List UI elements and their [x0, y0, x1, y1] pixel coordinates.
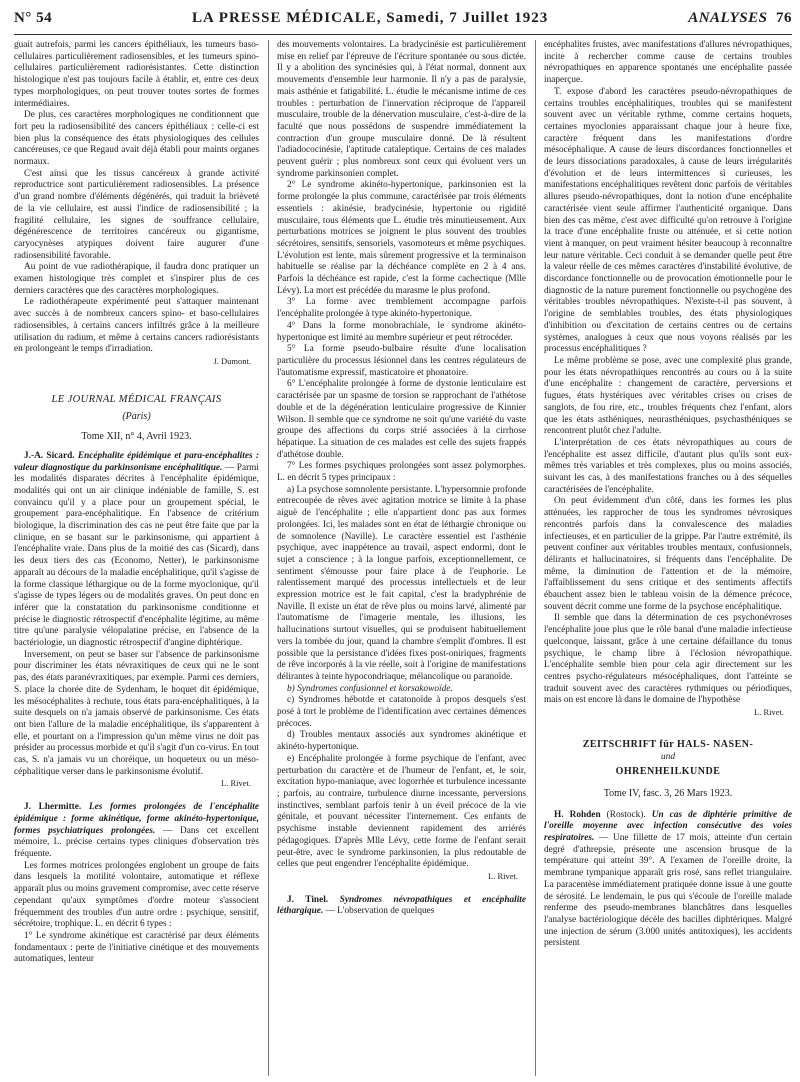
- article-text: — L'observation de quelques: [325, 906, 435, 917]
- paragraph: e) Encéphalite prolongée à forme psychique de l'enfant, avec perturbation du caractère et de l'humeur de l'enfant, et, le soir, excitation hypo-maniaque, avec logorrhée et turbulence incessante ; parfois, au contraire, turbulence diurne incessante, perversions instinctives, semblant parfois tenir à un éveil précoce de la vie génitale, et pouvant nécessiter l'internement. Ces enfants de psychisme instable deviennent rapidement des arriérés pédagogiques. D'après Mlle Lévy, cette forme de l'enfant serait peut-être, avec le syndrome parkinsonien, la plus redoutable de celles que peut engendrer l'encéphalite épidémique.: [277, 753, 526, 870]
- journal-heading: ZEITSCHRIFT für HALS- NASEN-: [582, 738, 754, 750]
- article-title: Les formes prolongées de l'encéphalite épidémique : forme akinétique, forme akinéto-hypertonique, formes psychiatriques prolongées.: [14, 802, 259, 836]
- paragraph: 1° Le syndrome akinétique est caractérisé par deux éléments fondamentaux : perte de l'initiative cinétique et des mouvements automatiques, lenteur: [14, 930, 259, 965]
- journal-heading: LE JOURNAL MÉDICAL FRANÇAIS: [51, 393, 222, 405]
- article-author: H. Rohden: [554, 809, 601, 820]
- paragraph: C'est ainsi que les tissus cancéreux à grande activité reproductrice sont particulièrement radiosensibles. La présence d'un grand nombre d'éléments dégénérés, qui traduit la brièveté de la vie cellulaire, est aussi l'indice de radiosensibilité ; la fragilité cellulaire, les signes de souffrance cellulaire, dégénérescence de territoires cancéreux ou gigantisme, caryocynèses atypiques doivent faire augurer d'une radiosensibilité favorable.: [14, 168, 259, 261]
- paragraph: a) La psychose somnolente persistante. L'hypersomnie profonde entrecoupée de rêves avec agitation motrice se limite à la phase aiguë de l'encéphalite ; elle n'appartient donc pas aux formes prolongées. Ici, les malades sont en état de léthargie chronique ou de somnolence (Naville). Le caractère essentiel est l'asthénie psychique, avec inappétence au travail, aspect endormi, dont le sujet a conscience ; à la longue parfois, exceptionnellement, ce sentiment s'émousse pour faire place à de l'euphorie. Le ralentissement marqué des processus intellectuels et de leur expression motrice est le fait capital, c'est la bradyphrénie de Naville. Il existe un état de rêve plus ou moins larvé, alimenté par l'automatisme de l'imagerie mentale, les illusions, les hallucinations surtout visuelles, qui se produisent habituellement vers la tombée du jour, quand la chambre s'emplit d'ombres. Il est possible que la persistance d'idées fixes post-oniriques, fragments de rêve incorporés à la vie réelle, soit à l'origine de manifestations délirantes à teinte hypocondriaque, mélancolique ou paranoïde.: [277, 484, 526, 682]
- article-text: — Dans cet excellent mémoire, L. précise certains types cliniques d'observation très fréquente.: [14, 825, 259, 859]
- paragraph: c) Syndromes hébotde et catatonoïde à propos desquels s'est posé à tort le problème de l'identification avec certaines démences précoces.: [277, 695, 526, 729]
- article-text: — Une fillette de 17 mois, atteinte d'un certain degré d'athrepsie, présente une ascension brusque de la température qui atteint 39°. A l'examen de l'oreille droite, la membrane tympanique apparaît gris rosé, sans reflet triangulaire. La paracentèse immédiatement pratiquée donne issue à une goutte de sérosité. Le lendemain, le pus qui s'écoule de l'oreille malade renferme des pseudo-membranes blanchâtres dans lesquelles l'analyse bactériologique décèle des bacilles diphtériques. Malgré une injection de sérum (3.000 unités antitoxiques), les accidents persistent: [544, 833, 792, 949]
- columns: [14, 40, 792, 1076]
- paragraph: b) Syndromes confusionnel et korsakowoïde.: [287, 683, 453, 694]
- paragraph: Les formes motrices prolongées englobent un groupe de faits dans lesquels la motilité volontaire, automatique et réflexe apparaît plus ou moins gravement compromise, avec cette réserve cependant qu'aux symptômes d'ordre moteur s'associent fréquemment des troubles d'un autre ordre : psychique, sensitif, sécrétoire, trophique. L. en décrit 6 types :: [14, 860, 259, 930]
- signature: L. Rivet.: [488, 870, 518, 881]
- journal-heading-line2: OHRENHEILKUNDE: [615, 766, 721, 778]
- signature: L. Rivet.: [221, 778, 251, 789]
- article-title: Syndromes névropathiques et encéphalite léthargique.: [277, 894, 526, 917]
- paragraph: Il semble que dans la détermination de ces psychonévroses l'encéphalite joue plus que le rôle banal d'une maladie infectieuse quelconque, laissant, grâce à une certaine défaillance du tonus psychique, le champ libre à l'éclosion névropathique. L'encéphalite semble bien pour cela agir directement sur les centres psycho-régulateurs mésocéphaliques, dont l'atteinte se traduit souvent avec des caractères rythmiques ou périodiques, mais on est encore là dans le domaine de l'hypothèse: [544, 613, 792, 706]
- folio-number: 76: [776, 10, 792, 26]
- paragraph: 7° Les formes psychiques prolongées sont assez polymorphes. L. en décrit 5 types principaux :: [277, 461, 526, 484]
- article: [14, 451, 259, 650]
- paragraph: 6° L'encéphalite prolongée à forme de dystonie lenticulaire est caractérisée par un spasme de torsion se rapprochant de l'athétose double et de la dégénération lenticulaire progressive de Kinnier Wilson. Il semble que ce syndrome ne soit qu'une variété du vaste groupe des affections du corps strié associées à la cirrhose hépatique. La situation de ces malades est celle des sujets frappés d'athétose double.: [277, 379, 526, 460]
- paragraph: d) Troubles mentaux associés aux syndromes akinétique et akinéto-hypertonique.: [277, 730, 526, 753]
- newspaper-title: LA PRESSE MÉDICALE, Samedi, 7 Juillet 1923: [192, 10, 549, 26]
- paragraph: Le radiothérapeute expérimenté peut s'attaquer maintenant avec succès à de nombreux cancers spino- et baso-cellulaires radiosensibles, à certains cancers infiltrés grâce à la meilleure utilisation du radium, et même à certains cancers radiorésistants en prolongeant le temps d'irradiation.: [14, 297, 259, 355]
- paragraph: 5° La forme pseudo-bulbaire résulte d'une localisation particulière du processus lésionnel dans les centres régulateurs de l'automatisme expressif, masticatoire et phonatoire.: [277, 344, 526, 378]
- journal-heading-conjunction: und: [660, 752, 676, 763]
- article: [277, 895, 526, 918]
- paragraph: guait autrefois, parmi les cancers épithéliaux, les tumeurs baso-cellulaires particulièrement radiosensibles, et les tumeurs spino-cellulaires particulièrement radiorésistantes. Cette distinction histologique n'est pas toujours facile à établir, et, entre ces deux types morphologiques, on peut trouver toutes sortes de formes intermédiaires.: [14, 40, 259, 109]
- column-3: [544, 40, 792, 1076]
- section-label: ANALYSES: [688, 10, 768, 26]
- signature: L. Rivet.: [754, 707, 784, 718]
- journal-issue: Tome IV, fasc. 3, 26 Mars 1923.: [603, 787, 733, 799]
- newspaper-page: [14, 10, 792, 1076]
- column-divider: [535, 40, 536, 1076]
- column-divider: [268, 40, 269, 1076]
- section-and-folio: [688, 10, 792, 27]
- article-author: J. Tinel.: [287, 894, 329, 905]
- paragraph: De plus, ces caractères morphologiques ne conditionnent que fort peu la radiosensibilité des cancers épithéliaux : celle-ci est bien plus la conséquence des états physiologiques des cellules cancéreuses, ce que Regaud avait déjà établi pour maints organes normaux.: [14, 110, 259, 168]
- article: [544, 810, 792, 950]
- page-number: N° 54: [14, 10, 53, 26]
- page-header: [14, 10, 792, 35]
- paragraph: Au point de vue radiothérapique, il faudra donc pratiquer un examen histologique très complet et s'inspirer plus de ces derniers caractères que des caractères morphologiques.: [14, 262, 259, 296]
- paragraph: Le même problème se pose, avec une complexité plus grande, pour les états névropathiques rencontrés au cours ou à la suite d'une encéphalite : changement de caractère, perversions et fugues, états hystériques avec véritables crises ou crises de sanglots, de fou rire, etc., troubles fréquents chez l'enfant, alors que les états asthéniques, neurasthéniques, psychasthéniques se rencontrent plutôt chez l'adulte.: [544, 355, 792, 437]
- article-title: Encéphalite épidémique et para-encéphalites : valeur diagnostique du parkinsonisme encéphalitique.: [14, 450, 259, 473]
- paragraph: encéphalites frustes, avec manifestations d'allures névropathiques, incite à rechercher comme cause de certains troubles névropathiques en apparence spontanés une encéphalite passée inaperçue.: [544, 40, 792, 86]
- article-title: Un cas de diphtérie primitive de l'oreille moyenne avec infection consécutive des voies respiratoires.: [544, 809, 792, 843]
- article-author: J.-A. Sicard.: [24, 450, 75, 461]
- paragraph: 3° La forme avec tremblement accompagne parfois l'encéphalite prolongée à type akinéto-hypertonique.: [277, 297, 526, 320]
- article: [14, 802, 259, 861]
- column-2: [277, 40, 526, 1076]
- column-1: [14, 40, 259, 1076]
- article-author-place: (Rostock).: [606, 809, 646, 820]
- paragraph: Inversement, on peut se baser sur l'absence de parkinsonisme pour discriminer les états névraxitiques de ceux qui ne le sont pas, des états paranévraxitiques, par exemple. Parmi ces derniers, S. place la chorée dite de Sydenham, le hoquet dit épidémique, les mésocéphalites à rechute, tous états para-encéphalitiques, à la suite desquels on n'a jamais observé de parkinsonisme. Ces états ont bien l'allure de la maladie encéphalitique, ils s'apparentent à elle, et pourtant on a l'impression qu'un même virus ne doit pas présider au processus morbide et qu'il s'agit d'un co-virus. En tout cas, S. n'a jamais vu un choréique, un hoqueteux ou un méso-céphalitique verser dans le parkinsonisme évolutif.: [14, 649, 259, 777]
- paragraph: des mouvements volontaires. La bradycinésie est particulièrement mise en relief par l'épreuve de l'écriture spontanée ou sous dictée. Il y a abolition des syncinésies qui, à l'état normal, donnent aux mouvements d'ensemble leur harmonie. Il n'y a pas de paralysie, mais asthénie et fatigabilité. L. étudie le mécanisme intime de ces troubles : perturbation de l'innervation réciproque de l'appareil musculaire, trouble de la dénervation musculaire, c'est-à-dire de la faculté que nous possédons de suspendre immédiatement la contraction d'un groupe musculaire donné. De là résultent l'adiadococinésie, l'aptitude cataleptique. Certains de ces malades peuvent guérir ; plus nombreux sont ceux qui évoluent vers un syndrome parkinsonien complet.: [277, 40, 526, 179]
- paragraph: 4° Dans la forme monobrachiale, le syndrome akinéto-hypertonique est limité au membre supérieur et peut rétrocéder.: [277, 320, 526, 343]
- paragraph: L'interprétation de ces états névropathiques au cours de l'encéphalite est assez difficile, d'autant plus qu'ils sont eux-mêmes très variables et très complexes, plus ou moins associés, suivant les cas, à des manifestations franches ou à des séquelles caractérisées de l'encéphalite.: [544, 437, 792, 495]
- article-author: J. Lhermitte.: [24, 802, 82, 813]
- paragraph: On peut évidemment d'un côté, dans les formes les plus atténuées, les rapprocher de tous les syndromes névrosiques rencontrés parfois dans la convalescence des maladies infectieuses, et en particulier de la grippe. Par l'autre extrémité, ils peuvent confiner aux véritables troubles mentaux, confusionnels, délirants et hallucinatoires, si fréquents dans l'encéphalite. De même, la diminution de l'attention et de la mémoire, l'affaiblissement du sens critique et des sentiments affectifs ébauchent assez bien le tableau voisin de la démence précoce, souvent décrit comme une forme de la psychose encéphalitique.: [544, 496, 792, 612]
- paragraph: T. expose d'abord les caractères pseudo-névropathiques de certains troubles encéphalitiques, troubles qui se manifestent souvent avec un véritable rythme, comme certains hoquets, certaines myoclonies apparaissant chaque jour à heure fixe, caractère fréquent dans les manifestations d'ordre mésocéphalique. A cause de leurs discordances fonctionnelles et de leurs dissociations paradoxales, à cause de leurs irrégularités d'évolution et de leurs intermittences si curieuses, les manifestations encéphalitiques revêtent donc parfois de véritables allures pseudo-névropathiques, dont la notion d'une encéphalite caractérisée vient seule affirmer l'authenticité organique. Dans bien des cas même, c'est avec difficulté qu'on retrouve à l'origine la trace d'une encéphalite fruste ou atténuée, et si cette notion vient à manquer, on peut vraiment hésiter beaucoup à reconnaître leur nature véritable. Ceci conduit à se demander quelle peut être la valeur réelle de ces mêmes caractères d'instabilité évolutive, de discordance fonctionnelle ou de provocation émotionnelle pour le diagnostic de la nature purement fonctionnelle ou psychogène des véritables troubles névropathiques. N'existe-t-il pas souvent, à l'origine de semblables troubles, des états physiologiques d'inhibition ou d'excitation de certains centres ou de certains systèmes, analogues à ceux que nous voyons réalisés par les processus encéphalitiques ?: [544, 86, 792, 355]
- journal-issue: Tome XII, n° 4, Avril 1923.: [81, 431, 192, 443]
- article-text: — Parmi les modalités disparates décrites à l'encéphalite épidémique, modalités qui ont un air clinique indéniable de famille, S. est convaincu qu'il y a place pour un groupement spécial, le groupement para-encéphalitique. En l'absence de critérium biologique, la discrimination des cas ne peut être faite que par la clinique, en se basant sur le parkinsonisme, qui appartient à l'encéphalite vraie. Dans plus de la moitié des cas (Sicard), dans les deux tiers des cas (Economo, Netter), le parkinsonisme apparaît au décours de la maladie encéphalitique, qu'il s'agisse de la forme classique léthargique ou de la forme myoclonique, qu'il s'agisse de types légers ou de modalités graves. On peut donc en inférer que la constatation du parkinsonisme conditionne et précise le diagnostic rétrospectif d'encéphalite légitime, au même titre qu'une paralysie vélopalatine précise, en l'absence de la bactériologie, un diagnostic rétrospectif d'angine diphtérique.: [14, 462, 259, 649]
- paragraph: 2° Le syndrome akinéto-hypertonique, parkinsonien est la forme prolongée la plus commune, caractérisée par trois éléments essentiels : akinésie, bradycinésie, hypertonie ou rigidité musculaire, tous éléments que L. étudie très minutieusement. Aux perturbations motrices se joignent le plus souvent des troubles sécrétoires, sensitifs, sensoriels, vasomoteurs et même psychiques. L'évolution est lente, mais sûrement progressive et la terminaison habituelle se réalise par la déchéance complète en 2 à 4 ans. Parfois la déchéance est rapide, c'est la forme cachectique (Mlle Lévy). La mort est précédée du marasme le plus profond.: [277, 180, 526, 296]
- journal-city: (Paris): [122, 411, 151, 423]
- signature: J. Dumont.: [213, 355, 251, 366]
